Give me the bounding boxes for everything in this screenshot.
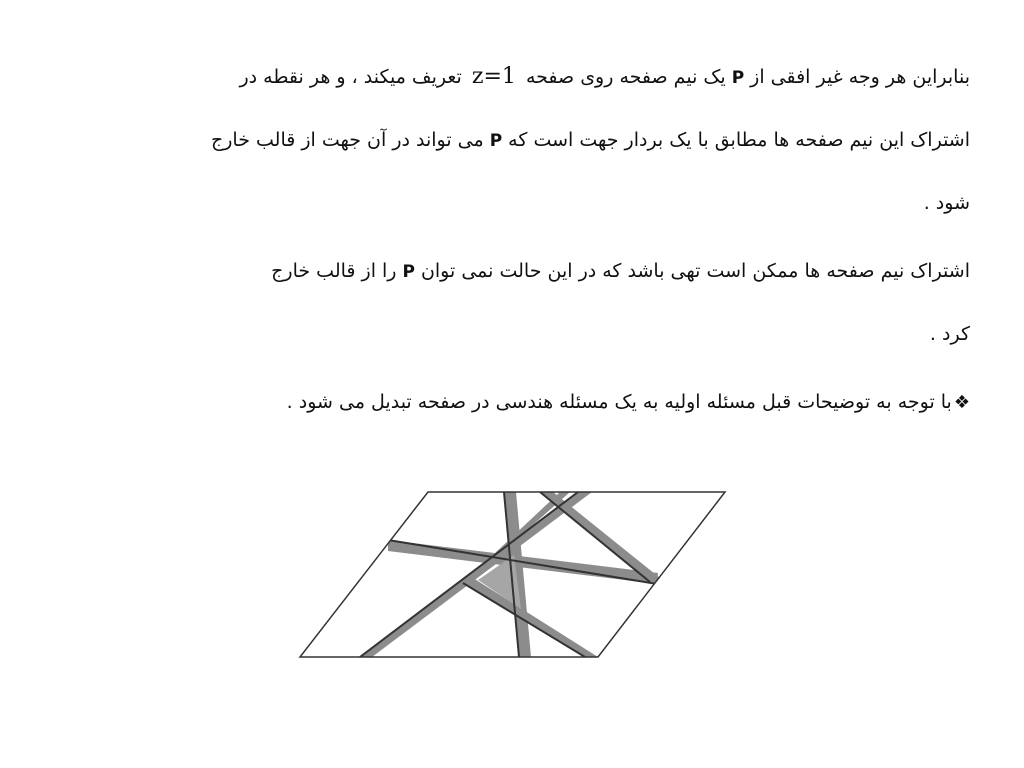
paragraph-3 xyxy=(40,372,970,433)
paragraph-2-line-2: کرد . xyxy=(929,323,970,345)
plane-equation: z=1 xyxy=(471,64,516,89)
paragraph-1-line-2 xyxy=(40,109,970,172)
paragraph-2-line-1 xyxy=(40,240,970,303)
polyhedron-symbol: P xyxy=(402,262,415,282)
paragraph-2 xyxy=(40,240,970,365)
polyhedron-symbol: P xyxy=(489,131,503,151)
text-segment: اشتراک نیم صفحه ها ممکن است تهی باشد که در این حالت نمی توان xyxy=(420,260,970,282)
half-plane-diagram xyxy=(290,480,740,670)
paragraph-1 xyxy=(40,46,970,234)
text-segment: تعریف میکند ، و هر نقطه در xyxy=(239,66,462,88)
paragraph-1-line-1 xyxy=(40,46,970,109)
text-segment: را از قالب خارج xyxy=(271,260,397,282)
text-segment: اشتراک این نیم صفحه ها مطابق با یک بردار جهت است که xyxy=(508,129,970,151)
diamond-bullet-icon: ❖ xyxy=(953,392,970,413)
paragraph-3-line-1 xyxy=(40,372,970,433)
polyhedron-symbol: P xyxy=(731,68,745,88)
paragraph-1-line-3: شود . xyxy=(923,192,970,214)
text-segment: می تواند در آن جهت از قالب خارج xyxy=(210,129,484,151)
text-segment: بنابراین هر وجه غیر افقی از xyxy=(750,66,970,88)
text-segment: یک نیم صفحه روی صفحه xyxy=(525,66,726,88)
bullet-text: با توجه به توضیحات قبل مسئله اولیه به یک مسئله هندسی در صفحه تبدیل می شود . xyxy=(286,391,952,413)
